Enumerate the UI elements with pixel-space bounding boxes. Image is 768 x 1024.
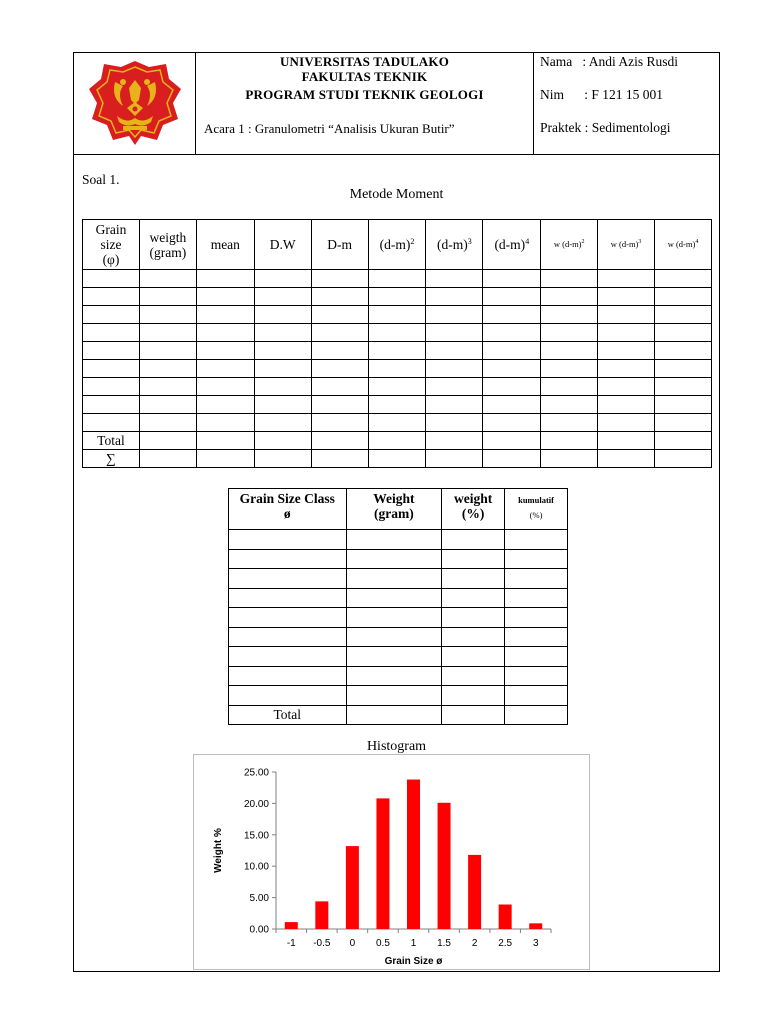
table-cell	[346, 627, 442, 647]
table-row	[229, 549, 568, 569]
table-cell	[368, 270, 426, 288]
table-cell	[505, 627, 568, 647]
table-cell	[598, 414, 655, 432]
table-row	[83, 378, 712, 396]
table-row	[83, 288, 712, 306]
table-row	[229, 530, 568, 550]
y-tick-label: 0.00	[249, 924, 269, 936]
table-cell	[254, 396, 311, 414]
table-row	[83, 360, 712, 378]
table-cell	[229, 569, 347, 589]
header-w-dm-fourth: w $(d-m)^4$	[655, 220, 712, 270]
table-cell	[505, 666, 568, 686]
moment-method-table	[82, 219, 712, 468]
table-cell	[655, 414, 712, 432]
table-cell	[254, 288, 311, 306]
table-cell	[346, 647, 442, 667]
header-grain-size: Grain size (φ)	[83, 220, 140, 270]
table-cell	[254, 414, 311, 432]
table-cell	[426, 288, 483, 306]
x-tick-label: 3	[532, 938, 539, 949]
table-cell	[442, 569, 505, 589]
table-cell	[442, 666, 505, 686]
table-row	[83, 324, 712, 342]
x-tick-label: -1	[286, 938, 296, 949]
header-dm-cubed: $(d-m)^3$	[426, 220, 483, 270]
table-cell	[229, 627, 347, 647]
table-row	[83, 306, 712, 324]
table-cell	[346, 569, 442, 589]
table-cell	[346, 666, 442, 686]
practicum-name: Praktek : Sedimentologi	[540, 120, 671, 135]
table-cell	[541, 414, 598, 432]
table-cell	[368, 396, 426, 414]
table-cell	[655, 342, 712, 360]
table-cell	[483, 288, 541, 306]
table-cell	[196, 360, 254, 378]
table-cell	[346, 530, 442, 550]
table-row	[83, 396, 712, 414]
table-cell	[505, 588, 568, 608]
header-dm: D-m	[311, 220, 368, 270]
table-row	[229, 666, 568, 686]
table-row	[229, 569, 568, 589]
histogram-bar	[315, 901, 328, 929]
table-cell	[196, 414, 254, 432]
table-cell	[196, 342, 254, 360]
table-cell	[139, 360, 196, 378]
histogram-bar	[499, 905, 512, 929]
table-cell	[346, 588, 442, 608]
table-cell	[368, 324, 426, 342]
table-cell	[655, 306, 712, 324]
table-cell	[346, 549, 442, 569]
table-cell	[505, 549, 568, 569]
table-cell	[505, 647, 568, 667]
total-label: Total	[229, 705, 347, 725]
table-row	[83, 414, 712, 432]
table-cell	[541, 342, 598, 360]
table-cell	[229, 549, 347, 569]
histogram-bar	[346, 846, 359, 929]
table-cell	[442, 647, 505, 667]
table-row	[83, 270, 712, 288]
y-axis-label: Weight %	[213, 828, 224, 873]
table-cell	[311, 378, 368, 396]
table-cell	[483, 324, 541, 342]
table-cell	[229, 686, 347, 706]
program-name: PROGRAM STUDI TEKNIK GEOLOGI	[245, 87, 484, 102]
table-cell	[483, 378, 541, 396]
x-tick-label: 0.5	[375, 938, 390, 949]
table-cell	[196, 396, 254, 414]
histogram-bar	[407, 780, 420, 929]
table-cell	[139, 270, 196, 288]
table-cell	[311, 324, 368, 342]
header-dm-fourth: $(d-m)^4$	[483, 220, 541, 270]
student-name: Nama : Andi Azis Rusdi	[540, 54, 678, 69]
table-cell	[426, 270, 483, 288]
moment-table-body	[83, 270, 712, 468]
table-cell	[346, 608, 442, 628]
table-cell	[83, 324, 140, 342]
total-label: Total	[83, 432, 140, 450]
table-cell	[139, 414, 196, 432]
table-cell	[196, 288, 254, 306]
table-cell	[229, 588, 347, 608]
header-mean: mean	[196, 220, 254, 270]
table-cell	[83, 360, 140, 378]
assignment-title: Acara 1 : Granulometri “Analisis Ukuran Butir”	[204, 121, 455, 136]
table-row	[229, 588, 568, 608]
table-cell	[311, 342, 368, 360]
table-cell	[655, 324, 712, 342]
table-cell	[83, 288, 140, 306]
table-cell	[426, 396, 483, 414]
table-cell	[311, 270, 368, 288]
header-dm-squared: $(d-m)^2$	[368, 220, 426, 270]
y-tick-label: 10.00	[243, 861, 269, 873]
table-cell	[541, 288, 598, 306]
student-info-cell	[534, 53, 720, 154]
header-weight-percent: weight (%)	[442, 489, 505, 530]
table-row	[229, 608, 568, 628]
table-cell	[139, 324, 196, 342]
table-cell	[368, 342, 426, 360]
table-cell	[483, 342, 541, 360]
table-cell	[254, 360, 311, 378]
histogram-bar	[376, 798, 389, 929]
table-cell	[426, 378, 483, 396]
table-cell	[368, 288, 426, 306]
university-logo	[87, 58, 183, 148]
table-cell	[655, 270, 712, 288]
table-cell	[442, 549, 505, 569]
table-cell	[83, 396, 140, 414]
table-cell	[196, 324, 254, 342]
table-row-total	[229, 705, 568, 725]
table-cell	[368, 306, 426, 324]
table-cell	[598, 342, 655, 360]
y-tick-label: 15.00	[243, 830, 269, 842]
x-tick-label: 1.5	[437, 938, 452, 949]
table-cell	[229, 666, 347, 686]
table-cell	[368, 378, 426, 396]
table-cell	[541, 360, 598, 378]
x-axis-label: Grain Size ø	[384, 956, 443, 967]
header-grain-size-class: Grain Size Class ø	[229, 489, 347, 530]
table-cell	[311, 396, 368, 414]
table-cell	[426, 306, 483, 324]
table-cell	[442, 608, 505, 628]
x-tick-label: 1	[410, 938, 417, 949]
histogram-bar	[438, 803, 451, 929]
table-cell	[139, 288, 196, 306]
table-cell	[254, 342, 311, 360]
x-tick-label: 2.5	[498, 938, 513, 949]
histogram-svg	[194, 755, 589, 969]
table-row	[229, 647, 568, 667]
table-row-total	[83, 432, 712, 450]
table-cell	[426, 324, 483, 342]
table-cell	[346, 686, 442, 706]
class-table-body	[229, 530, 568, 725]
header-w-dm-squared: w $(d-m)^2$	[541, 220, 598, 270]
table-cell	[83, 270, 140, 288]
x-tick-label: 2	[471, 938, 478, 949]
table-cell	[655, 360, 712, 378]
table-cell	[311, 414, 368, 432]
table-cell	[655, 378, 712, 396]
table-cell	[483, 414, 541, 432]
table-cell	[598, 306, 655, 324]
header-cumulative: kumulatif (%)	[505, 489, 568, 530]
table-cell	[254, 324, 311, 342]
table-cell	[598, 288, 655, 306]
header-w-dm-cubed: w $(d-m)^3$	[598, 220, 655, 270]
worksheet-page	[73, 52, 720, 972]
table-cell	[505, 530, 568, 550]
table-cell	[442, 686, 505, 706]
table-cell	[442, 588, 505, 608]
table-cell	[229, 647, 347, 667]
table-cell	[426, 360, 483, 378]
table-cell	[196, 306, 254, 324]
table-cell	[505, 686, 568, 706]
table-cell	[368, 360, 426, 378]
header-weight-gram: Weight (gram)	[346, 489, 442, 530]
table-row	[83, 342, 712, 360]
header-dw: D.W	[254, 220, 311, 270]
x-tick-label: 0	[349, 938, 356, 949]
student-id: Nim : F 121 15 001	[540, 87, 664, 102]
table-cell	[83, 414, 140, 432]
table-header-row	[229, 489, 568, 530]
table-cell	[83, 306, 140, 324]
table-cell	[598, 360, 655, 378]
table-cell	[254, 378, 311, 396]
table-cell	[83, 378, 140, 396]
table-cell	[426, 342, 483, 360]
table-cell	[311, 288, 368, 306]
method-title: Metode Moment	[349, 187, 444, 202]
table-cell	[139, 378, 196, 396]
table-cell	[442, 530, 505, 550]
table-cell	[483, 270, 541, 288]
table-cell	[254, 270, 311, 288]
table-cell	[598, 378, 655, 396]
table-cell	[505, 608, 568, 628]
table-cell	[541, 306, 598, 324]
table-cell	[196, 270, 254, 288]
table-cell	[505, 569, 568, 589]
table-cell	[483, 306, 541, 324]
y-tick-label: 20.00	[243, 798, 269, 810]
x-tick-label: -0.5	[313, 938, 331, 949]
table-cell	[598, 270, 655, 288]
table-row	[229, 686, 568, 706]
histogram-bar	[529, 923, 542, 929]
table-cell	[655, 396, 712, 414]
logo-cell	[74, 53, 196, 154]
table-cell	[598, 396, 655, 414]
sum-label: ∑	[83, 450, 140, 468]
table-cell	[541, 324, 598, 342]
table-cell	[541, 396, 598, 414]
header-weight: weigth (gram)	[139, 220, 196, 270]
table-header-row	[83, 220, 712, 270]
histogram-title: Histogram	[366, 739, 427, 754]
table-row	[229, 627, 568, 647]
y-tick-label: 25.00	[243, 767, 269, 779]
table-cell	[655, 288, 712, 306]
table-row-sum	[83, 450, 712, 468]
y-tick-label: 5.00	[249, 893, 269, 905]
table-cell	[311, 306, 368, 324]
table-cell	[254, 306, 311, 324]
document-header	[74, 53, 719, 155]
table-cell	[368, 414, 426, 432]
histogram-chart	[193, 754, 590, 970]
histogram-bar	[285, 922, 298, 929]
table-cell	[229, 530, 347, 550]
grain-size-class-table	[228, 488, 568, 725]
table-cell	[139, 396, 196, 414]
table-cell	[139, 342, 196, 360]
table-cell	[229, 608, 347, 628]
table-cell	[483, 396, 541, 414]
histogram-bar	[468, 855, 481, 929]
table-cell	[196, 378, 254, 396]
table-cell	[541, 270, 598, 288]
table-cell	[598, 324, 655, 342]
table-cell	[541, 378, 598, 396]
table-cell	[139, 306, 196, 324]
table-cell	[83, 342, 140, 360]
table-cell	[442, 627, 505, 647]
table-cell	[483, 360, 541, 378]
table-cell	[426, 414, 483, 432]
title-cell	[196, 53, 534, 154]
university-name: UNIVERSITAS TADULAKO	[279, 54, 450, 69]
table-cell	[311, 360, 368, 378]
question-number: Soal 1.	[82, 172, 120, 187]
faculty-name: FAKULTAS TEKNIK	[301, 69, 428, 84]
